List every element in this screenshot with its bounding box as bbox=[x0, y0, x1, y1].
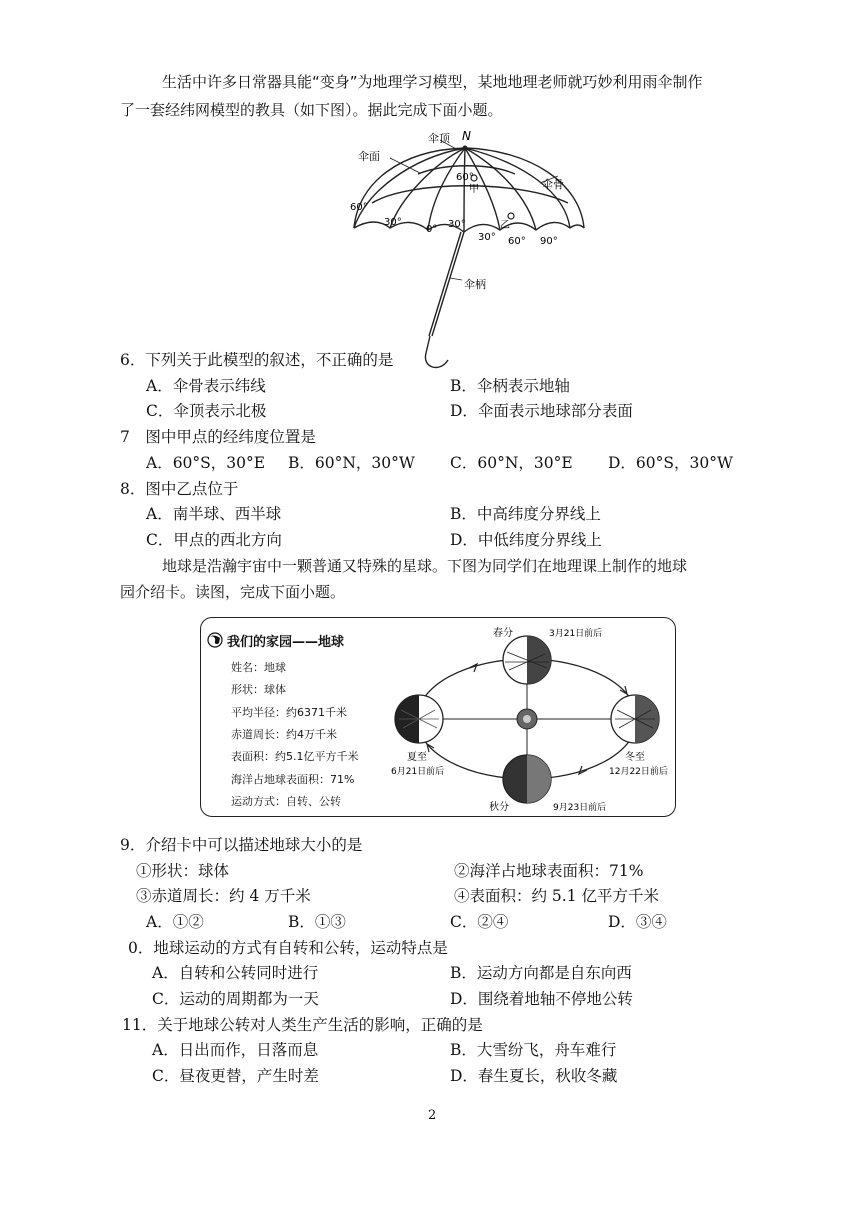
q9-item-3: ③赤道周长：约 4 万千米 bbox=[136, 887, 311, 905]
lon-0: 0° bbox=[426, 224, 438, 235]
card-radius: 平均半径：约6371千米 bbox=[231, 706, 347, 719]
q10-option-d: D．围绕着地轴不停地公转 bbox=[450, 990, 633, 1008]
lon-30-far: 30° bbox=[478, 232, 496, 243]
q9-option-b: B．①③ bbox=[288, 913, 346, 931]
card-area: 表面积：约5.1亿平方千米 bbox=[231, 750, 359, 763]
q11-option-b: B．大雪纷飞，舟车难行 bbox=[450, 1041, 617, 1059]
winter-label: 冬至 bbox=[625, 752, 645, 763]
q9-option-d: D．③④ bbox=[608, 913, 667, 931]
label-rib: 伞骨 bbox=[542, 178, 564, 191]
card-motion: 运动方式：自转、公转 bbox=[231, 795, 341, 808]
passage1-line1: 生活中许多日常器具能“变身”为地理学习模型，某地地理老师就巧妙利用雨伞制作 bbox=[162, 73, 703, 91]
q6-option-b: B．伞柄表示地轴 bbox=[450, 377, 570, 395]
q7-option-c: C．60°N，30°E bbox=[450, 454, 573, 472]
q9-option-c: C．②④ bbox=[450, 913, 509, 931]
q11-option-a: A．日出而作，日落而息 bbox=[152, 1041, 319, 1059]
winter-date: 12月22日前后 bbox=[609, 767, 668, 777]
card-name: 姓名：地球 bbox=[231, 661, 286, 674]
point-yi-marker bbox=[508, 213, 514, 219]
q9-item-1: ①形状：球体 bbox=[136, 862, 230, 880]
label-surface: 伞面 bbox=[358, 150, 380, 163]
q7-option-a: A．60°S，30°E bbox=[146, 454, 266, 472]
lat-60-left: 60° bbox=[350, 202, 368, 213]
label-north: N bbox=[462, 129, 471, 143]
lat-60-center: 60° bbox=[456, 172, 474, 183]
lat-90: 90° bbox=[540, 236, 558, 247]
q10-option-a: A．自转和公转同时进行 bbox=[152, 964, 319, 982]
umbrella-handle bbox=[432, 232, 464, 336]
q8-stem: 8．图中乙点位于 bbox=[120, 480, 239, 498]
q8-option-b: B．中高纬度分界线上 bbox=[450, 505, 601, 523]
q9-option-a: A．①② bbox=[146, 913, 204, 931]
q6-option-d: D．伞面表示地球部分表面 bbox=[450, 402, 633, 420]
q10-stem: 0．地球运动的方式有自转和公转，运动特点是 bbox=[128, 939, 448, 957]
q6-option-a: A．伞骨表示纬线 bbox=[146, 377, 266, 395]
q11-option-d: D．春生夏长，秋收冬藏 bbox=[450, 1067, 618, 1085]
lon-30-right: 30° bbox=[448, 219, 466, 230]
umbrella-figure bbox=[340, 128, 600, 373]
q11-stem: 11．关于地球公转对人类生产生活的影响，正确的是 bbox=[122, 1016, 483, 1034]
card-title: 我们的家园——地球 bbox=[227, 635, 345, 650]
page-number: 2 bbox=[428, 1108, 437, 1123]
passage2-line1: 地球是浩瀚宇宙中一颗普通又特殊的星球。下图为同学们在地理课上制作的地球 bbox=[162, 557, 688, 575]
orbit-diagram bbox=[391, 624, 673, 814]
autumn-label: 秋分 bbox=[489, 802, 509, 813]
earth-intro-card bbox=[200, 617, 676, 817]
label-top: 伞顶 bbox=[428, 132, 450, 145]
q10-option-b: B．运动方向都是自东向西 bbox=[450, 964, 632, 982]
card-ocean: 海洋占地球表面积：71% bbox=[231, 773, 355, 786]
earth-autumn-icon bbox=[503, 755, 551, 803]
q7-stem: 7 图中甲点的经纬度位置是 bbox=[120, 428, 316, 446]
summer-date: 6月21日前后 bbox=[391, 767, 445, 777]
label-jia: 甲 bbox=[469, 184, 479, 195]
passage1-line2: 了一套经纬网模型的教具（如下图）。据此完成下面小题。 bbox=[120, 101, 503, 119]
q8-option-a: A．南半球、西半球 bbox=[146, 505, 282, 523]
q11-option-c: C．昼夜更替，产生时差 bbox=[152, 1067, 319, 1085]
q6-stem: 6．下列关于此模型的叙述，不正确的是 bbox=[120, 351, 394, 369]
lon-30-left: 30° bbox=[384, 217, 402, 228]
spring-date: 3月21日前后 bbox=[549, 629, 603, 639]
label-yi: 乙 bbox=[500, 220, 510, 231]
earth-logo-icon bbox=[207, 632, 223, 648]
passage2-line2: 园介绍卡。读图，完成下面小题。 bbox=[120, 583, 346, 601]
lat-60-right: 60° bbox=[508, 236, 526, 247]
q8-option-c: C．甲点的西北方向 bbox=[146, 531, 282, 549]
label-handle: 伞柄 bbox=[464, 278, 486, 291]
q7-option-b: B．60°N，30°W bbox=[288, 454, 415, 472]
autumn-date: 9月23日前后 bbox=[553, 803, 607, 813]
earth-summer-icon bbox=[395, 695, 443, 743]
q7-option-d: D．60°S，30°W bbox=[608, 454, 733, 472]
q6-option-c: C．伞顶表示北极 bbox=[146, 402, 267, 420]
earth-spring-icon bbox=[503, 636, 551, 684]
q9-stem: 9．介绍卡中可以描述地球大小的是 bbox=[120, 836, 363, 854]
card-shape: 形状：球体 bbox=[231, 683, 286, 696]
spring-label: 春分 bbox=[493, 628, 513, 639]
q8-option-d: D．中低纬度分界线上 bbox=[450, 531, 602, 549]
summer-label: 夏至 bbox=[407, 752, 427, 763]
q9-item-2: ②海洋占地球表面积：71% bbox=[454, 862, 644, 880]
q9-item-4: ④表面积：约 5.1 亿平方千米 bbox=[454, 887, 660, 905]
q10-option-c: C．运动的周期都为一天 bbox=[152, 990, 319, 1008]
card-equator: 赤道周长：约4万千米 bbox=[231, 728, 337, 741]
earth-winter-icon bbox=[611, 695, 659, 743]
